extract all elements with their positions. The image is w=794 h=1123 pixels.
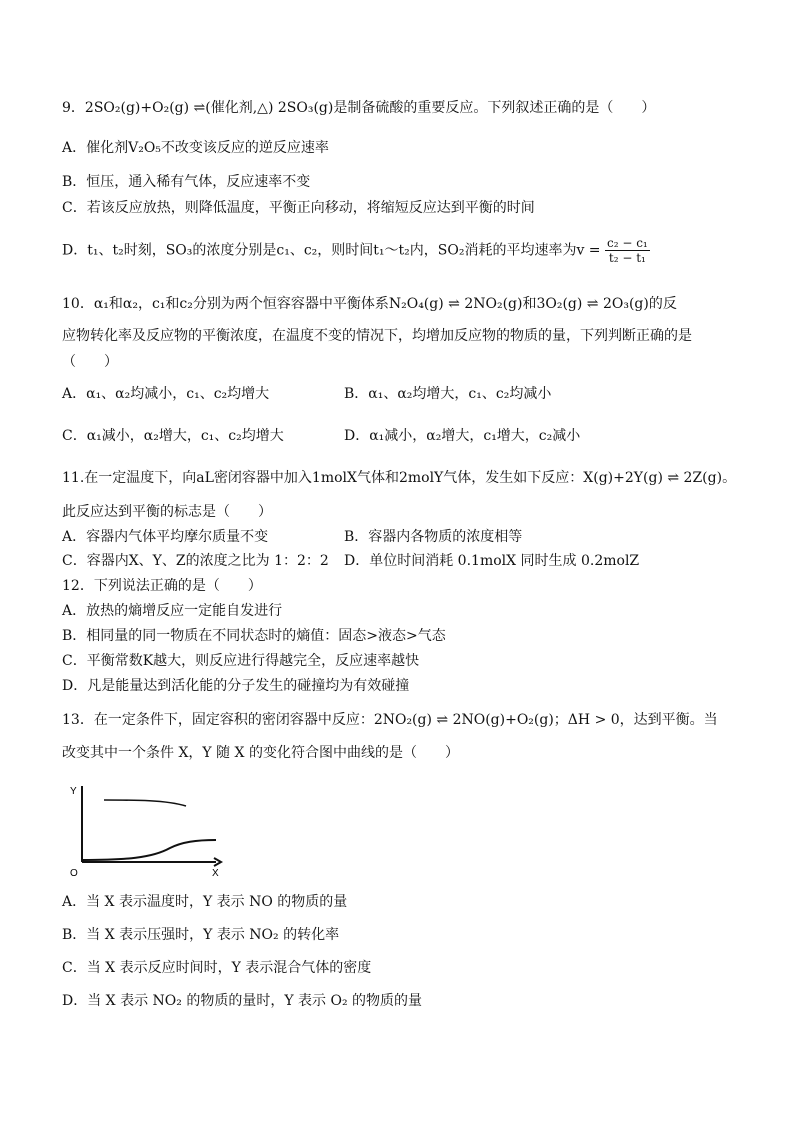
q13-option-d: D．当 X 表示 NO₂ 的物质的量时，Y 表示 O₂ 的物质的量	[62, 993, 423, 1009]
q12-option-c: C．平衡常数K越大，则反应进行得越完全，反应速率越快	[62, 653, 420, 669]
q11-option-a: A．容器内气体平均摩尔质量不变	[62, 529, 269, 545]
q13-stem-line2: 改变其中一个条件 X，Y 随 X 的变化符合图中曲线的是（ ）	[62, 745, 459, 761]
q13-option-b: B．当 X 表示压强时，Y 表示 NO₂ 的转化率	[62, 927, 340, 943]
q10-option-a: A．α₁、α₂均减小，c₁、c₂均增大	[62, 386, 270, 402]
q11-stem-line1: 11.在一定温度下，向aL密闭容器中加入1molX气体和2molY气体，发生如下反应：X(g)+2Y(g) ⇌ 2Z(g)。	[62, 470, 737, 486]
origin-label: O	[70, 868, 78, 878]
q9-option-c: C．若该反应放热，则降低温度，平衡正向移动，将缩短反应达到平衡的时间	[62, 200, 535, 216]
fraction-denominator: t₂ − t₁	[608, 251, 646, 265]
q9-rate-fraction	[605, 236, 650, 265]
q10-stem-line2: 应物转化率及反应物的平衡浓度，在温度不变的情况下，均增加反应物的物质的量，下列判断正确的是	[62, 328, 692, 344]
fraction-numerator: c₂ − c₁	[607, 236, 648, 250]
lower-curve	[82, 840, 216, 860]
q9-option-d	[62, 236, 650, 265]
q10-option-c: C．α₁减小，α₂增大，c₁、c₂均增大	[62, 428, 284, 444]
q12-option-d: D．凡是能量达到活化能的分子发生的碰撞均为有效碰撞	[62, 678, 410, 694]
x-axis-label: X	[212, 868, 219, 878]
q11-option-c: C．容器内X、Y、Z的浓度之比为 1：2：2	[62, 553, 329, 569]
q12-option-a: A．放热的熵增反应一定能自发进行	[62, 603, 283, 619]
q10-stem-line1: 10．α₁和α₂，c₁和c₂分别为两个恒容容器中平衡体系N₂O₄(g) ⇌ 2NO₂(g)和3O₂(g) ⇌ 2O₃(g)的反	[62, 296, 677, 312]
q11-stem-line2: 此反应达到平衡的标志是（ ）	[62, 504, 272, 520]
q10-stem-line3: （ ）	[62, 354, 118, 370]
q13-curve-graph	[66, 778, 236, 878]
q12-option-b: B．相同量的同一物质在不同状态时的熵值：固态>液态>气态	[62, 628, 446, 644]
q12-stem: 12．下列说法正确的是（ ）	[62, 578, 262, 594]
q10-option-d: D．α₁减小，α₂增大，c₁增大，c₂减小	[344, 428, 581, 444]
q13-option-c: C．当 X 表示反应时间时，Y 表示混合气体的密度	[62, 960, 372, 976]
q9-option-b: B．恒压，通入稀有气体，反应速率不变	[62, 174, 311, 190]
upper-curve	[104, 800, 186, 806]
q11-option-d: D．单位时间消耗 0.1molX 同时生成 0.2molZ	[344, 553, 640, 569]
q9-option-a: A．催化剂V₂O₅不改变该反应的逆反应速率	[62, 140, 329, 156]
q9-option-d-text: D．t₁、t₂时刻，SO₃的浓度分别是c₁、c₂，则时间t₁～t₂内，SO₂消耗的平均速率为v =	[62, 242, 601, 259]
q9-stem: 9．2SO₂(g)+O₂(g) ⇌(催化剂,△) 2SO₃(g)是制备硫酸的重要反应。下列叙述正确的是（ ）	[62, 100, 656, 116]
q10-option-b: B．α₁、α₂均增大，c₁、c₂均减小	[344, 386, 552, 402]
q13-stem-line1: 13．在一定条件下，固定容积的密闭容器中反应：2NO₂(g) ⇌ 2NO(g)+O₂(g)；ΔH > 0，达到平衡。当	[62, 712, 718, 728]
y-axis-label: Y	[70, 786, 77, 797]
q13-option-a: A．当 X 表示温度时，Y 表示 NO 的物质的量	[62, 894, 348, 910]
q11-option-b: B．容器内各物质的浓度相等	[344, 529, 523, 545]
